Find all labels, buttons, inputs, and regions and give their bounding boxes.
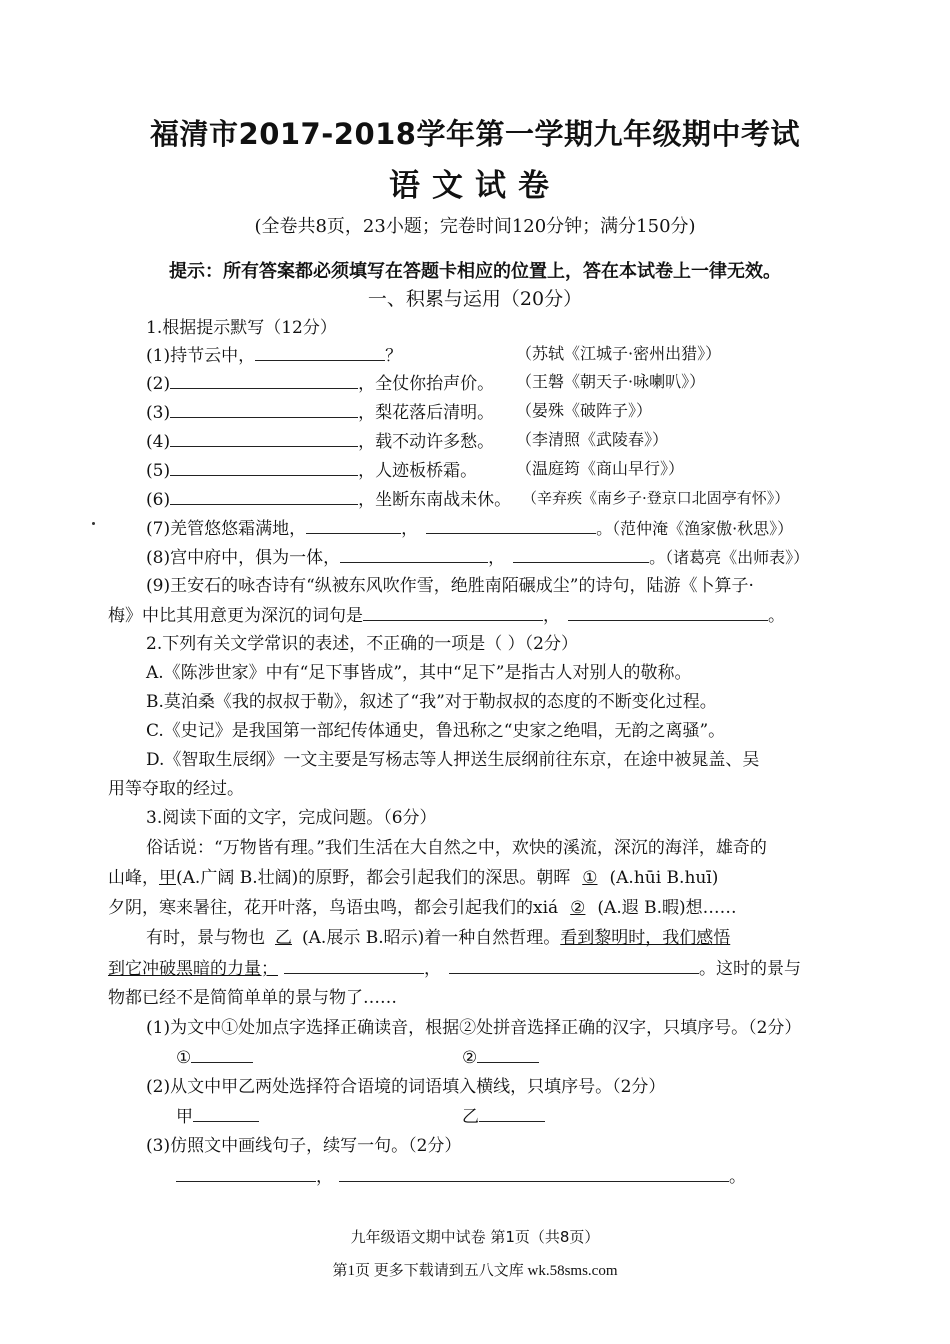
exam-subtitle: 语文试卷	[389, 168, 561, 204]
underlined-sentence-part2: 到它冲破黑暗的力量；	[108, 959, 278, 979]
exam-title: 福清市2017-2018学年第一学期九年级期中考试	[150, 117, 800, 151]
q1-item-9-pre: 梅》中比其用意更为深沉的词句是	[108, 606, 363, 626]
q2-option-d-line2: 用等夺取的经过。	[108, 779, 244, 799]
q1-item-3-source: （晏殊《破阵子》）	[516, 401, 653, 420]
answer-blank	[170, 458, 358, 476]
q1-item-6	[146, 487, 511, 511]
q1-item-4-source: （李清照《武陵春》）	[516, 430, 669, 449]
blank-yi-label: 乙	[275, 928, 292, 948]
q2-option-a: A.《陈涉世家》中有“足下事皆成”，其中“足下”是指古人对别人的敬称。	[146, 663, 692, 683]
q1-item-3-post: ，梨花落后清明。	[358, 403, 495, 423]
exam-notice: 提示：所有答案都必须填写在答题卡相应的位置上，答在本试卷上一律无效。	[169, 261, 781, 282]
speck-mark	[92, 522, 95, 525]
q1-item-7-post: 。（范仲淹《渔家傲·秋思》）	[596, 519, 794, 538]
q1-item-1-source: （苏轼《江城子·密州出猎》）	[516, 344, 722, 363]
answer-blank	[426, 516, 596, 534]
answer-blank	[284, 956, 424, 974]
underlined-sentence-part1: 看到黎明时，我们感悟	[560, 928, 731, 948]
q1-item-7	[146, 516, 793, 540]
q3-passage-line4	[146, 926, 730, 950]
q1-item-4-post: ，载不动许多愁。	[358, 432, 495, 452]
q1-item-4	[146, 429, 494, 453]
q3-p5-mid: ，	[424, 959, 441, 979]
q1-item-3-pre: (3)	[146, 403, 171, 423]
answer-blank	[170, 371, 358, 389]
q1-item-1	[146, 343, 402, 367]
q1-item-3	[146, 400, 494, 424]
q1-item-5-pre: (5)	[146, 461, 171, 481]
q2-option-d-line1: D.《智取生辰纲》一文主要是写杨志等人押送生辰纲前往东京，在途中被晁盖、吴	[146, 750, 760, 770]
q1-item-1-pre: (1)持节云中，	[146, 346, 256, 366]
q1-item-5-source: （温庭筠《商山早行》）	[516, 459, 685, 478]
q2-option-b: B.莫泊桑《我的叔叔于勒》，叙述了“我”对于勒叔叔的态度的不断变化过程。	[146, 692, 717, 712]
answer-blank	[255, 343, 385, 361]
q3-sub3: (3)仿照文中画线句子，续写一句。（2分）	[146, 1136, 462, 1156]
q1-item-7-pre: (7)羌管悠悠霜满地，	[146, 519, 307, 539]
answer-blank	[176, 1164, 316, 1182]
download-notice: 第1页 更多下载请到五八文库 wk.58sms.com	[332, 1263, 618, 1279]
q3-sub1-b-label: ②	[462, 1048, 478, 1068]
q3-passage-line3	[108, 896, 737, 920]
page-footer: 九年级语文期中试卷 第1页（共8页）	[350, 1228, 600, 1246]
q3-sub2: (2)从文中甲乙两处选择符合语境的词语填入横线，只填序号。（2分）	[146, 1077, 666, 1097]
q1-item-2-pre: (2)	[146, 374, 171, 394]
q1-item-2-source: （王磐《朝天子·咏喇叭》）	[516, 372, 706, 391]
q3-p5-post: 。这时的景与	[699, 959, 801, 979]
q1-item-6-source: （辛弃疾《南乡子·登京口北固亭有怀》）	[522, 489, 790, 507]
q3-sub3-answer-line	[176, 1164, 746, 1188]
answer-blank	[477, 1045, 539, 1063]
answer-blank	[568, 603, 768, 621]
exam-info: (全卷共8页，23小题；完卷时间120分钟；满分150分)	[254, 216, 696, 237]
q1-item-8-post: 。（诸葛亮《出师表》）	[649, 548, 810, 567]
q1-stem: 1.根据提示默写（12分）	[146, 318, 337, 338]
q3-sub3-mid: ，	[316, 1167, 333, 1187]
q1-item-9-mid: ，	[543, 606, 560, 626]
section-heading: 一、积累与运用（20分）	[367, 288, 583, 310]
q3-p3-post: (A.遐 B.暇)想……	[597, 898, 737, 918]
q3-sub2-b-label: 乙	[462, 1107, 479, 1127]
answer-blank	[306, 516, 401, 534]
answer-blank	[479, 1104, 545, 1122]
q3-p2-mid: (A.广阔 B.壮阔)的原野，都会引起我们的深思。朝晖	[176, 868, 571, 888]
blank-1-label: ①	[582, 868, 598, 888]
answer-blank	[170, 487, 358, 505]
answer-blank	[193, 1104, 259, 1122]
q1-item-1-post: ？	[385, 346, 403, 366]
answer-blank	[449, 956, 699, 974]
q1-item-2	[146, 371, 494, 395]
q1-item-9-line1: (9)王安石的咏杏诗有“纵被东风吹作雪，绝胜南陌碾成尘”的诗句，陆游《卜算子·	[146, 576, 754, 596]
q1-item-5	[146, 458, 477, 482]
q3-p2-post: (A.hūi B.huī)	[609, 868, 719, 888]
answer-blank	[513, 545, 649, 563]
answer-blank	[363, 603, 543, 621]
q3-passage-line6: 物都已经不是简简单单的景与物了……	[108, 988, 397, 1008]
q3-p3-pre: 夕阴，寒来暑往，花开叶落，鸟语虫鸣，都会引起我们的xiá	[108, 898, 559, 918]
q3-p4-pre: 有时，景与物也	[146, 928, 265, 948]
q2-option-c: C.《史记》是我国第一部纪传体通史，鲁迅称之“史家之绝唱，无韵之离骚”。	[146, 721, 726, 741]
q3-stem: 3.阅读下面的文字，完成问题。（6分）	[146, 808, 437, 828]
q1-item-8-pre: (8)宫中府中，俱为一体，	[146, 548, 341, 568]
q3-sub3-end: 。	[729, 1167, 746, 1187]
q3-sub1: (1)为文中①处加点字选择正确读音，根据②处拼音选择正确的汉字，只填序号。（2分）	[146, 1018, 802, 1038]
q3-sub2-blank-jia	[176, 1104, 259, 1128]
q3-p2-pre: 山峰，	[108, 868, 159, 888]
q3-passage-line2	[108, 866, 718, 890]
q1-item-6-post: ，坐断东南战未休。	[358, 490, 512, 510]
blank-jia-label: 甲	[159, 868, 176, 888]
answer-blank	[191, 1045, 253, 1063]
q1-item-5-post: ，人迹板桥霜。	[358, 461, 478, 481]
answer-blank	[170, 429, 358, 447]
q3-passage-line1: 俗话说：“万物皆有理。”我们生活在大自然之中，欢快的溪流，深沉的海洋，雄奇的	[146, 838, 767, 858]
q1-item-7-mid: ，	[401, 519, 419, 539]
q3-passage-line5	[108, 956, 801, 980]
q1-item-9-line2	[108, 603, 785, 627]
q3-sub1-blank-1	[176, 1045, 253, 1069]
q1-item-9-post: 。	[768, 606, 785, 626]
q2-stem: 2.下列有关文学常识的表述，不正确的一项是（ ）（2分）	[146, 634, 578, 654]
q1-item-4-pre: (4)	[146, 432, 171, 452]
q3-sub2-a-label: 甲	[176, 1107, 193, 1127]
q1-item-8	[146, 545, 809, 569]
q3-sub1-a-label: ①	[176, 1048, 192, 1068]
q3-sub1-blank-2	[462, 1045, 539, 1069]
q1-item-6-pre: (6)	[146, 490, 171, 510]
q3-sub2-blank-yi	[462, 1104, 545, 1128]
answer-blank	[339, 1164, 729, 1182]
blank-2-label: ②	[570, 898, 586, 918]
answer-blank	[170, 400, 358, 418]
q3-p4-mid: (A.展示 B.昭示)着一种自然哲理。	[302, 928, 561, 948]
q1-item-8-mid: ，	[488, 548, 506, 568]
answer-blank	[340, 545, 488, 563]
q1-item-2-post: ，全仗你抬声价。	[358, 374, 495, 394]
